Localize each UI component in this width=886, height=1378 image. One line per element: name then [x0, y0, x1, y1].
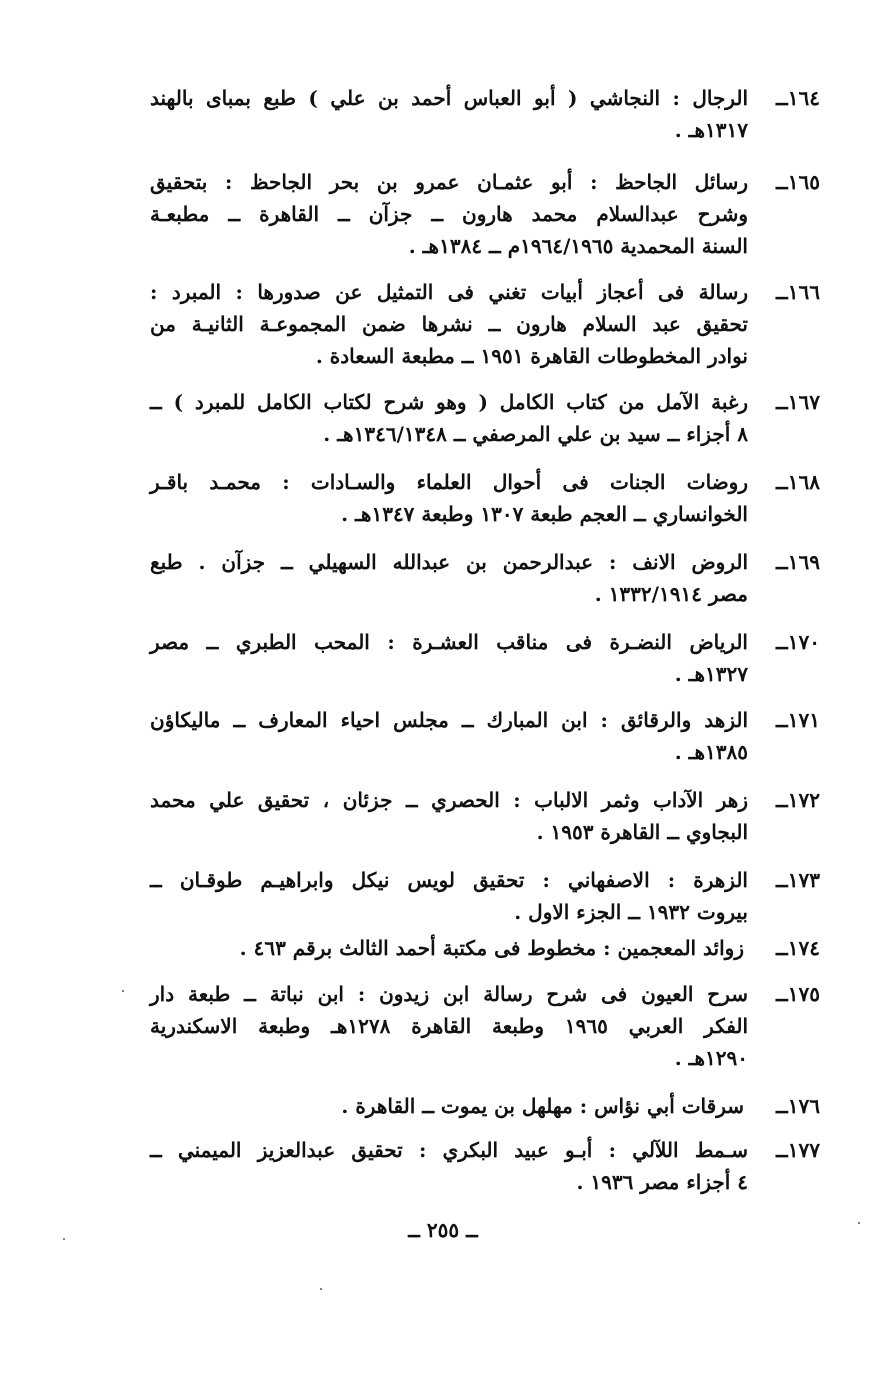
entry-text: [150, 546, 748, 610]
entry-text: [150, 626, 748, 690]
entry-number: ١٧٠ــ: [776, 630, 820, 654]
bibliography-entry-164: [150, 82, 820, 166]
entry-line: سـمط اللآلي : أبـو عبيد البكري : تحقيق عبدالعزيز الميمني ــ: [150, 1138, 748, 1162]
bibliography-entry-168: [150, 466, 820, 546]
entry-number: ١٦٩ــ: [776, 550, 820, 574]
bibliography-entry-175: [150, 978, 820, 1090]
bibliography-entry-166: [150, 276, 820, 386]
entry-text: [150, 1134, 748, 1198]
bibliography-entry-167: [150, 386, 820, 466]
bibliography-entry-172: [150, 784, 820, 864]
bibliography-entry-171: [150, 704, 820, 784]
scan-speck: [320, 1288, 322, 1290]
entry-text: [150, 784, 748, 848]
entry-line: وشرح عبدالسلام محمد هارون ــ جزآن ــ القاهرة ــ مطبعـة: [150, 202, 748, 226]
entry-number: ١٧٥ــ: [776, 982, 820, 1006]
entry-number: ١٦٥ــ: [776, 170, 820, 194]
entry-text: [150, 864, 748, 928]
entry-line: سرقات أبي نؤاس : مهلهل بن يموت ــ القاهرة .: [341, 1094, 744, 1118]
entry-line: ١٢٩٠هـ .: [674, 1046, 748, 1070]
entry-line: ١٣٢٧هـ .: [674, 662, 748, 686]
entry-text: [150, 386, 748, 450]
bibliography-list: [150, 82, 820, 1204]
bibliography-entry-170: [150, 626, 820, 704]
entry-number: ١٧٧ــ: [776, 1138, 820, 1162]
entry-line: الفكر العربي ١٩٦٥ وطبعة القاهرة ١٢٧٨هـ وطبعة الاسكندرية: [150, 1014, 749, 1038]
entry-text: [150, 932, 748, 964]
entry-text: [150, 1090, 748, 1122]
entry-line: الزهرة : الاصفهاني : تحقيق لويس نيكل وابراهيـم طوقـان ــ: [150, 868, 748, 892]
entry-line: زوائد المعجمين : مخطوط فى مكتبة أحمد الثالث برقم ٤٦٣ .: [239, 936, 744, 960]
scan-speck: [63, 1238, 65, 1240]
entry-text: [150, 276, 748, 372]
entry-line: زهر الآداب وثمر الالباب : الحصري ــ جزئان ، تحقيق علي محمد: [150, 788, 748, 812]
entry-line: رسائل الجاحظ : أبو عثمـان عمرو بن بحر الجاحظ : بتحقيق: [150, 170, 748, 194]
entry-line: الروض الانف : عبدالرحمن بن عبدالله السهيلي ــ جزآن . طبع: [150, 550, 748, 574]
bibliography-entry-173: [150, 864, 820, 932]
entry-number: ١٧٦ــ: [776, 1094, 820, 1118]
entry-text: [150, 466, 748, 530]
entry-number: ١٦٤ــ: [776, 86, 820, 110]
scan-speck: [122, 990, 124, 992]
entry-number: ١٦٨ــ: [776, 470, 820, 494]
entry-number: ١٧٢ــ: [776, 788, 820, 812]
entry-line: ١٣٨٥هـ .: [674, 740, 748, 764]
entry-line: ٤ أجزاء مصر ١٩٣٦ .: [576, 1170, 748, 1194]
bibliography-entry-169: [150, 546, 820, 626]
entry-text: [150, 978, 748, 1074]
entry-text: [150, 704, 748, 768]
entry-line: رسالة فى أعجاز أبيات تغني فى التمثيل عن صدورها : المبرد :: [150, 280, 748, 304]
entry-line: الخوانساري ــ العجم طبعة ١٣٠٧ وطبعة ١٣٤٧هـ .: [341, 502, 748, 526]
entry-line: بيروت ١٩٣٢ ــ الجزء الاول .: [514, 900, 748, 924]
entry-line: السنة المحمدية ١٩٦٤/١٩٦٥م ــ ١٣٨٤هـ .: [408, 234, 748, 258]
entry-line: رغبة الآمل من كتاب الكامل ( وهو شرح لكتاب الكامل للمبرد ) ــ: [150, 390, 748, 414]
page-number: ــ ٢٥٥ ــ: [408, 1218, 478, 1242]
entry-line: الرجال : النجاشي ( أبو العباس أحمد بن علي ) طبع بمباى بالهند: [150, 86, 748, 110]
entry-line: ٨ أجزاء ــ سيد بن علي المرصفي ــ ١٣٤٦/١٣٤٨هـ .: [323, 422, 748, 446]
entry-line: روضات الجنات فى أحوال العلماء والسـادات : محمـد باقـر: [150, 470, 748, 494]
entry-line: البجاوي ــ القاهرة ١٩٥٣ .: [536, 820, 748, 844]
bibliography-entry-174: [150, 932, 820, 978]
entry-line: مصر ١٣٣٢/١٩١٤ .: [594, 582, 748, 606]
entry-number: ١٧١ــ: [776, 708, 820, 732]
entry-line: تحقيق عبد السلام هارون ــ نشرها ضمن المجموعـة الثانيـة من: [150, 312, 748, 336]
entry-text: [150, 166, 748, 262]
entry-line: الرياض النضـرة فى مناقب العشـرة : المحب الطبري ــ مصر: [150, 630, 748, 654]
entry-line: سرح العيون فى شرح رسالة ابن زيدون : ابن نباتة ــ طبعة دار: [150, 982, 748, 1006]
entry-number: ١٧٤ــ: [776, 936, 820, 960]
entry-number: ١٦٦ــ: [776, 280, 820, 304]
entry-text: [150, 82, 748, 146]
entry-number: ١٧٣ــ: [776, 868, 820, 892]
bibliography-entry-176: [150, 1090, 820, 1134]
scan-speck: [858, 1222, 860, 1224]
bibliography-entry-177: [150, 1134, 820, 1204]
entry-line: نوادر المخطوطات القاهرة ١٩٥١ ــ مطبعة السعادة .: [315, 344, 748, 368]
entry-line: ١٣١٧هـ .: [674, 118, 748, 142]
entry-number: ١٦٧ــ: [776, 390, 820, 414]
entry-line: الزهد والرقائق : ابن المبارك ــ مجلس احياء المعارف ــ ماليكاؤن: [150, 708, 748, 732]
bibliography-entry-165: [150, 166, 820, 276]
